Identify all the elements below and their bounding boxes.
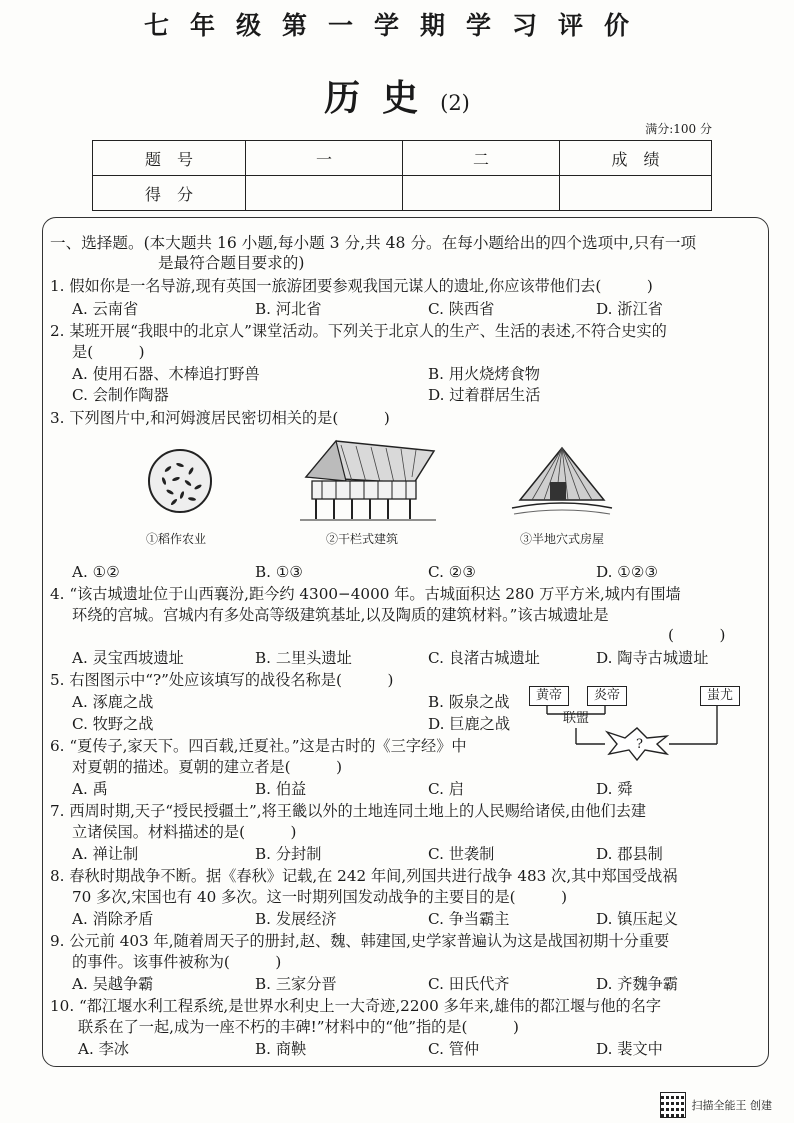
- option-a[interactable]: A. 涿鹿之战: [72, 693, 154, 711]
- score-cell: 题 号: [93, 141, 246, 176]
- label-huangdi: 黄帝: [529, 686, 569, 706]
- question-8-cont: 70 多次,宋国也有 40 多次。这一时期列国发动战争的主要目的是( ): [72, 888, 568, 906]
- image-caption: ①稻作农业: [146, 532, 207, 546]
- rice-grains-image: [146, 447, 214, 515]
- option-a[interactable]: A. 云南省: [72, 300, 139, 318]
- option-b[interactable]: B. 二里头遗址: [255, 649, 352, 667]
- label-unknown-battle: ?: [636, 737, 643, 752]
- score-cell: 得 分: [93, 176, 246, 211]
- question-1: 1. 假如你是一名导游,现有英国一旅游团要参观我国元谋人的遗址,你应该带他们去( ): [50, 277, 653, 295]
- question-10: 10. “都江堰水利工程系统,是世界水利史上一大奇迹,2200 多年来,雄伟的都江堰与他的名字: [50, 997, 662, 1015]
- score-cell: 二: [403, 141, 560, 176]
- option-d[interactable]: D. 齐魏争霸: [596, 975, 679, 993]
- option-c[interactable]: C. 会制作陶器: [72, 386, 169, 404]
- option-a[interactable]: A. 消除矛盾: [72, 910, 154, 928]
- option-a[interactable]: A. 灵宝西坡遗址: [72, 649, 184, 667]
- full-marks: 满分:100 分: [645, 122, 712, 136]
- label-alliance: 联盟: [562, 711, 589, 726]
- score-input-cell[interactable]: [246, 176, 403, 211]
- question-6-cont: 对夏朝的描述。夏朝的建立者是( ): [72, 758, 343, 776]
- option-b[interactable]: B. 河北省: [255, 300, 322, 318]
- option-b[interactable]: B. 发展经济: [255, 910, 337, 928]
- exam-title: 七年级第一学期学习评价: [143, 11, 650, 40]
- scanner-watermark: [660, 1092, 773, 1118]
- label-chiyou: 蚩尤: [700, 686, 740, 706]
- option-c[interactable]: C. 田氏代齐: [428, 975, 510, 993]
- option-d[interactable]: D. ①②③: [596, 563, 659, 581]
- image-caption: ②干栏式建筑: [326, 532, 399, 546]
- pit-house-image: [510, 442, 614, 520]
- question-9-cont: 的事件。该事件被称为( ): [72, 953, 282, 971]
- question-2-cont: 是( ): [72, 343, 145, 361]
- subject-name: 历史: [324, 77, 441, 119]
- section-instruction: 是最符合题目要求的): [158, 254, 305, 272]
- scanner-text: 扫描全能王 创建: [691, 1099, 772, 1112]
- option-c[interactable]: C. 陕西省: [428, 300, 495, 318]
- option-a[interactable]: A. 禹: [72, 780, 108, 798]
- option-a[interactable]: A. 使用石器、木棒追打野兽: [72, 365, 260, 383]
- option-b[interactable]: B. ①③: [255, 563, 304, 581]
- option-d[interactable]: D. 巨鹿之战: [428, 715, 511, 733]
- option-d[interactable]: D. 舜: [596, 780, 633, 798]
- option-a[interactable]: A. 李冰: [78, 1040, 129, 1058]
- option-b[interactable]: B. 伯益: [255, 780, 307, 798]
- section-instruction: 一、选择题。(本大题共 16 小题,每小题 3 分,共 48 分。在每小题给出的四个选项中,只有一项: [50, 234, 697, 252]
- question-6: 6. “夏传子,家天下。四百载,迁夏社。”这是古时的《三字经》中: [50, 737, 467, 755]
- option-c[interactable]: C. ②③: [428, 563, 476, 581]
- option-a[interactable]: A. 禅让制: [72, 845, 139, 863]
- score-cell: 一: [246, 141, 403, 176]
- question-2: 2. 某班开展“我眼中的北京人”课堂活动。下列关于北京人的生产、生活的表述,不符合史实的: [50, 322, 667, 340]
- question-7-cont: 立诸侯国。材料描述的是( ): [72, 823, 297, 841]
- subject-title: [0, 70, 794, 121]
- option-d[interactable]: D. 裴文中: [596, 1040, 663, 1058]
- option-d[interactable]: D. 郡县制: [596, 845, 663, 863]
- option-c[interactable]: C. 良渚古城遗址: [428, 649, 540, 667]
- question-10-cont: 联系在了一起,成为一座不朽的丰碑!”材料中的“他”指的是( ): [78, 1018, 519, 1036]
- image-caption: ③半地穴式房屋: [520, 532, 605, 546]
- option-c[interactable]: C. 管仲: [428, 1040, 480, 1058]
- option-d[interactable]: D. 镇压起义: [596, 910, 679, 928]
- option-c[interactable]: C. 牧野之战: [72, 715, 154, 733]
- option-b[interactable]: B. 用火烧烤食物: [428, 365, 540, 383]
- option-c[interactable]: C. 启: [428, 780, 464, 798]
- question-5: 5. 右图图示中“?”处应该填写的战役名称是( ): [50, 671, 394, 689]
- score-table: [92, 140, 712, 211]
- option-a[interactable]: A. ①②: [72, 563, 120, 581]
- question-4-cont: 环绕的宫城。宫城内有多处高等级建筑基址,以及陶质的建筑材料。”该古城遗址是: [72, 606, 609, 624]
- score-input-cell[interactable]: [560, 176, 712, 211]
- option-c[interactable]: C. 争当霸主: [428, 910, 510, 928]
- label-yandi: 炎帝: [587, 686, 627, 706]
- score-input-cell[interactable]: [403, 176, 560, 211]
- option-d[interactable]: D. 浙江省: [596, 300, 663, 318]
- question-4: 4. “该古城遗址位于山西襄汾,距今约 4300−4000 年。古城面积达 280 万平方米,城内有围墙: [50, 585, 681, 603]
- question-3: 3. 下列图片中,和河姆渡居民密切相关的是( ): [50, 409, 390, 427]
- option-c[interactable]: C. 世袭制: [428, 845, 495, 863]
- option-b[interactable]: B. 阪泉之战: [428, 693, 510, 711]
- option-b[interactable]: B. 分封制: [255, 845, 322, 863]
- qr-code-icon: [660, 1092, 686, 1118]
- subject-number: (2): [440, 91, 470, 115]
- option-d[interactable]: D. 陶寺古城遗址: [596, 649, 709, 667]
- question-7: 7. 西周时期,天子“授民授疆土”,将王畿以外的土地连同土地上的人民赐给诸侯,由他们去建: [50, 802, 647, 820]
- option-b[interactable]: B. 三家分晋: [255, 975, 337, 993]
- answer-paren: ( ): [668, 626, 726, 644]
- score-header-row: [93, 141, 712, 176]
- option-a[interactable]: A. 吴越争霸: [72, 975, 154, 993]
- stilt-house-image: [296, 437, 444, 523]
- question-8: 8. 春秋时期战争不断。据《春秋》记载,在 242 年间,列国共进行战争 483 次,其中郑国受战祸: [50, 867, 678, 885]
- question-9: 9. 公元前 403 年,随着周天子的册封,赵、魏、韩建国,史学家普遍认为这是战国初期十分重要: [50, 932, 670, 950]
- score-cell: 成 绩: [560, 141, 712, 176]
- score-value-row: [93, 176, 712, 211]
- option-d[interactable]: D. 过着群居生活: [428, 386, 541, 404]
- option-b[interactable]: B. 商鞅: [255, 1040, 307, 1058]
